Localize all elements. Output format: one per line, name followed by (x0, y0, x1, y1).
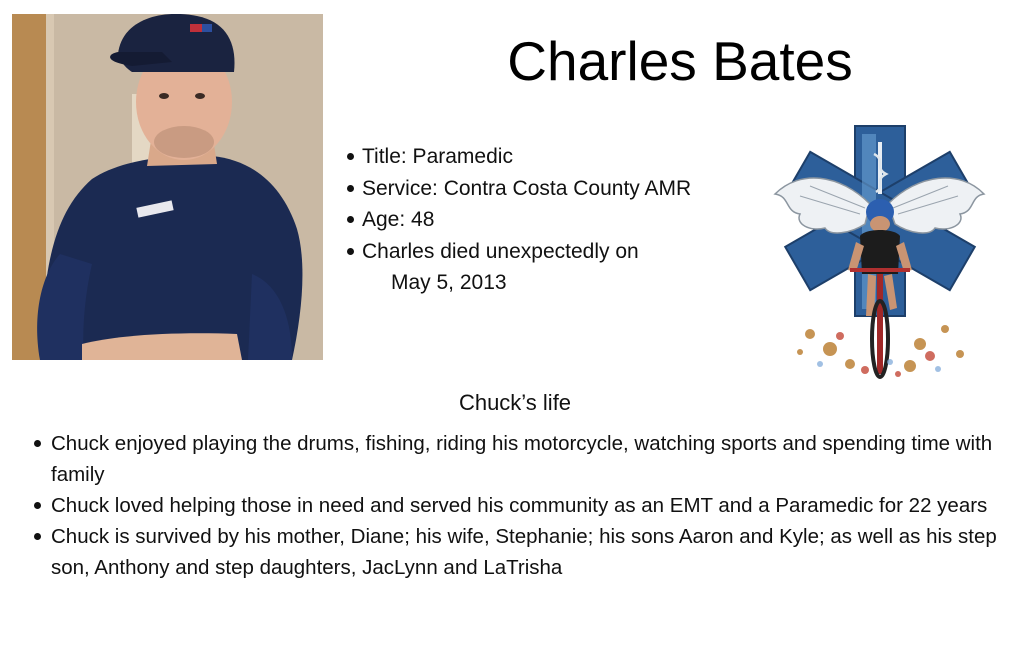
fact-death-date: May 5, 2013 (391, 271, 507, 294)
facts-list (345, 141, 765, 299)
fact-age: Age: 48 (345, 204, 765, 236)
section-heading: Chuck’s life (458, 390, 572, 415)
list-item: Chuck is survived by his mother, Diane; his wife, Stephanie; his sons Aaron and Kyle; as well as his step son, Anthony and step daughters, JacLynn and LaTrisha (33, 521, 1003, 583)
list-item: Chuck enjoyed playing the drums, fishing, riding his motorcycle, watching sports and spending time with family (33, 428, 1003, 490)
fact-service: Service: Contra Costa County AMR (345, 173, 765, 205)
portrait-photo (12, 14, 323, 360)
life-list (33, 428, 1003, 583)
fact-death: Charles died unexpectedly on May 5, 2013 (345, 236, 765, 299)
star-of-life-cyclist-emblem (770, 124, 988, 382)
list-item: Chuck loved helping those in need and served his community as an EMT and a Paramedic for 22 years (33, 490, 1003, 521)
fact-title: Title: Paramedic (345, 141, 765, 173)
page-title: Charles Bates (507, 30, 853, 92)
